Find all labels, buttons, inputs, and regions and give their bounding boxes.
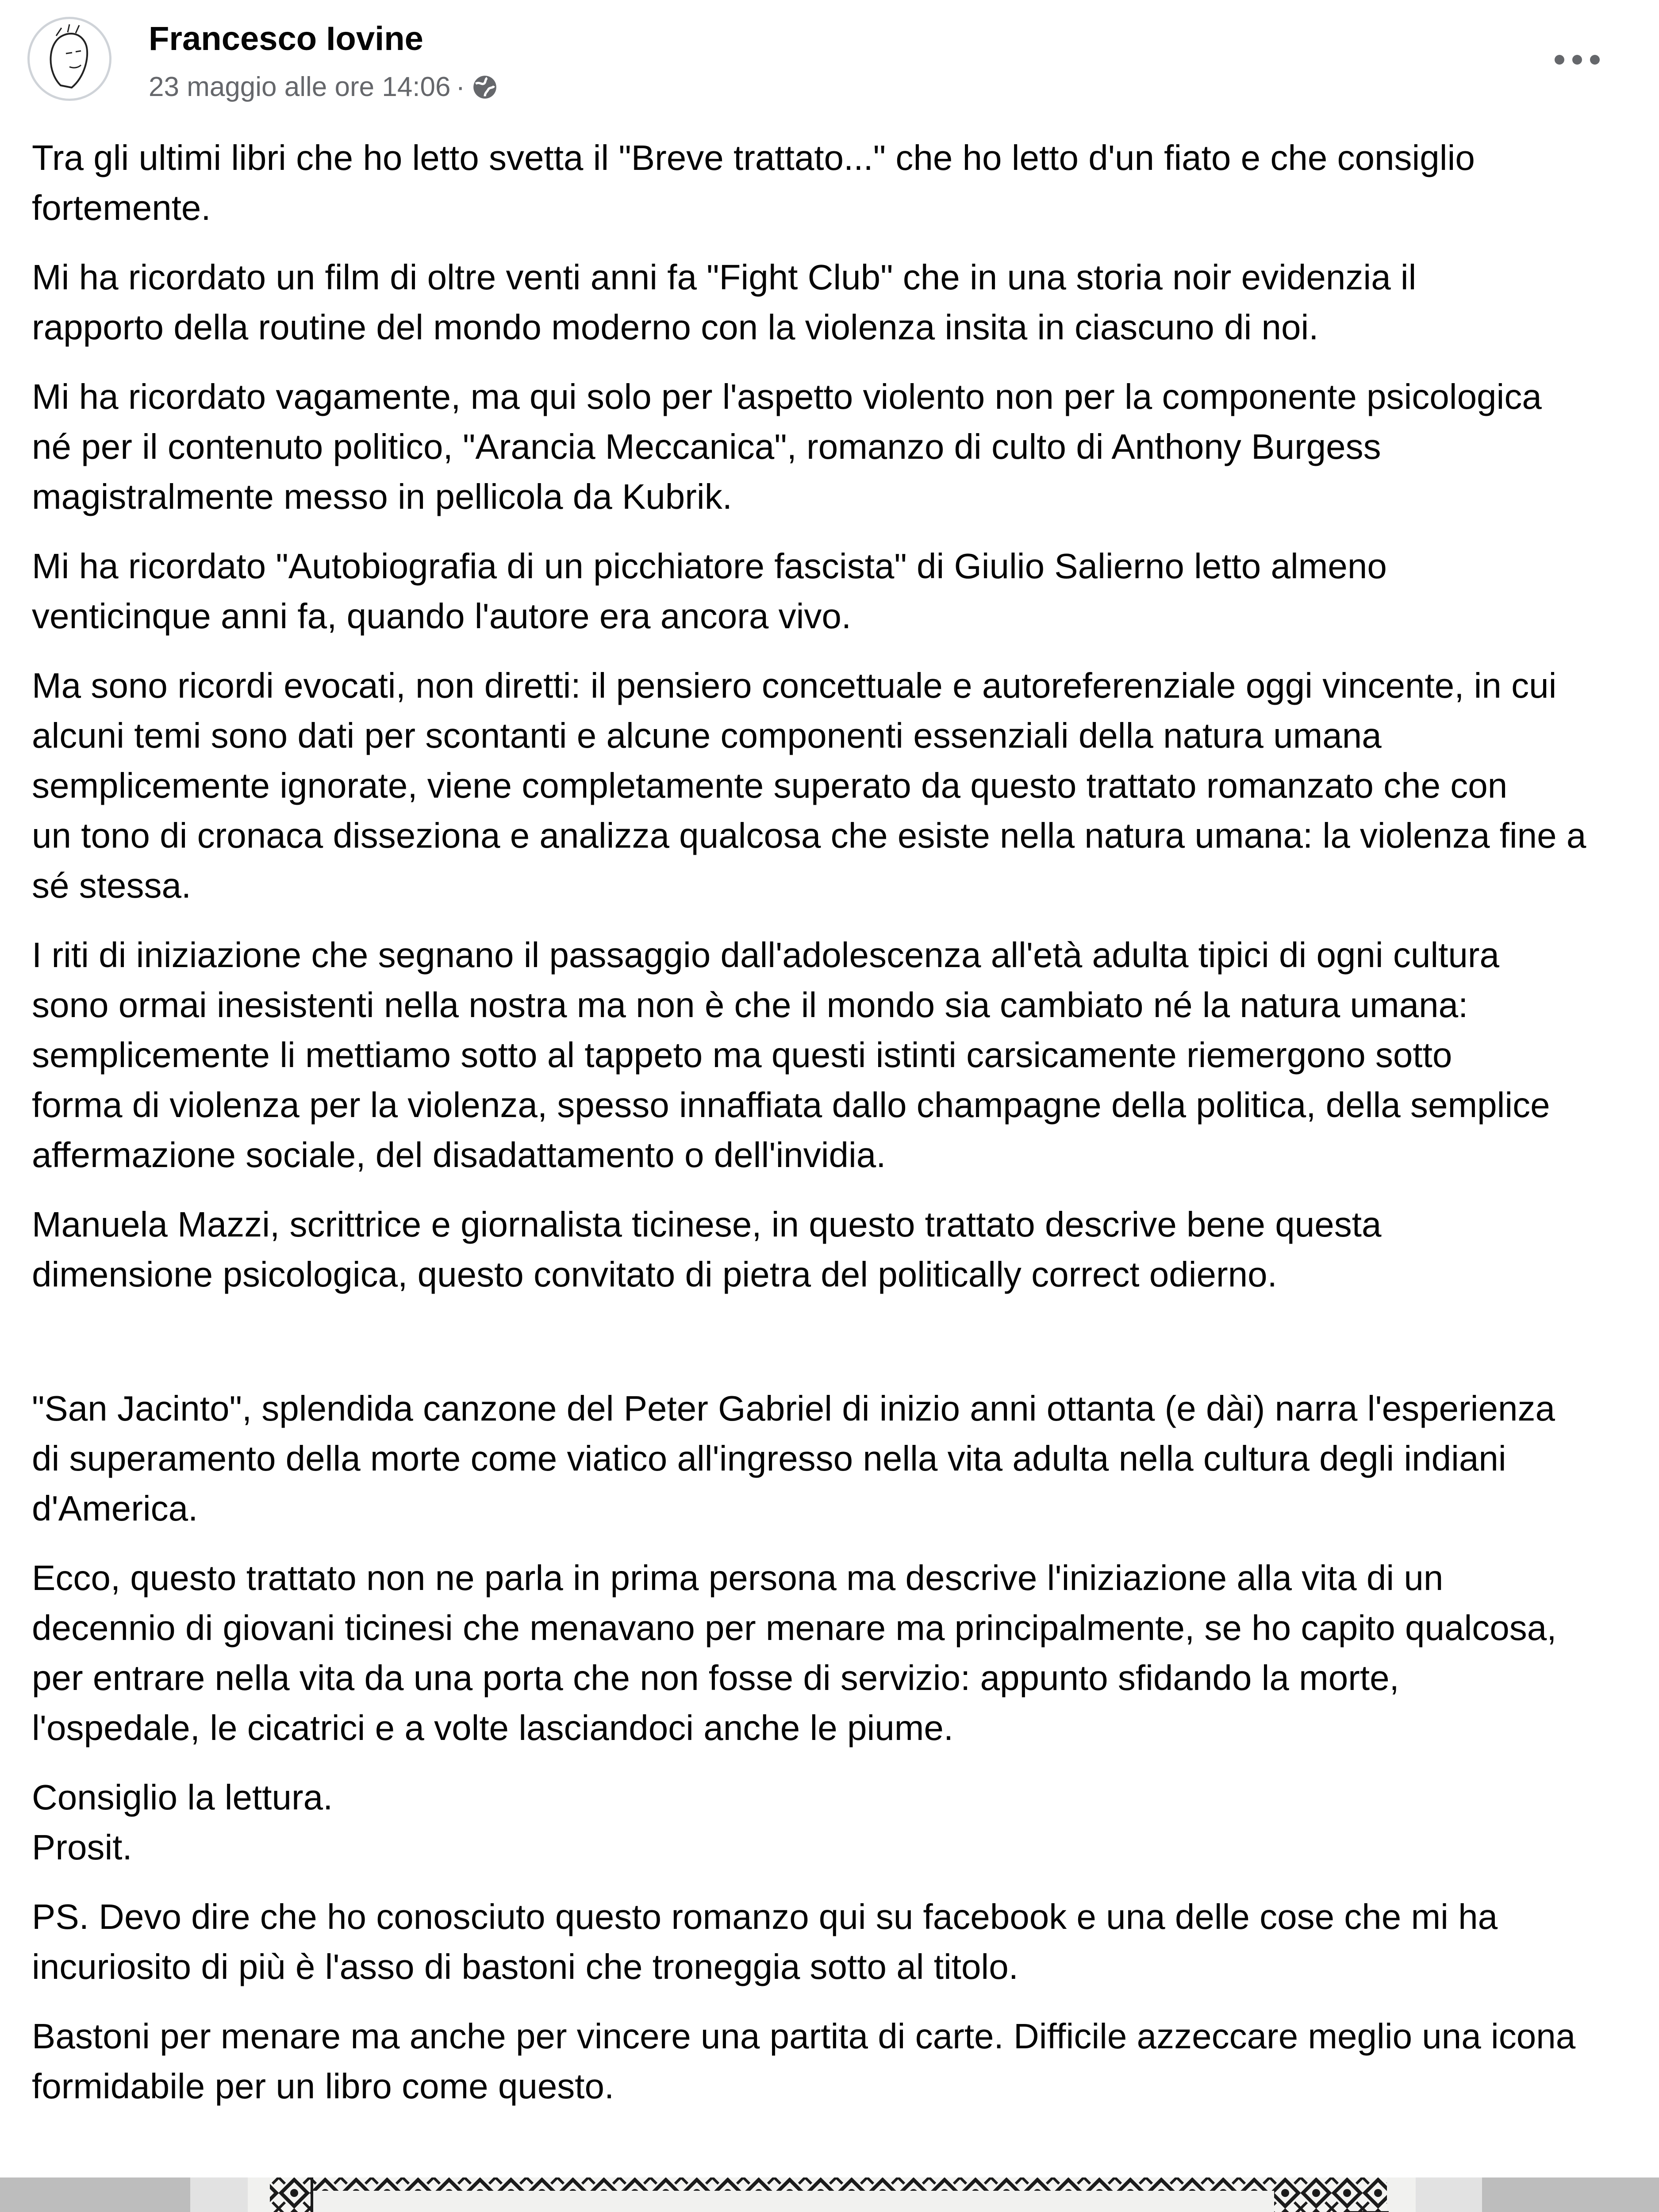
more-options-button[interactable] — [1544, 35, 1610, 84]
avatar-sketch-icon — [30, 19, 109, 99]
post-paragraph: Manuela Mazzi, scrittrice e giornalista ticinese, in questo trattato descrive bene questa dimensione psicologica, questo convitato di pietra del politically correct odierno. — [32, 1205, 1382, 1294]
book-cover-image — [0, 2177, 1659, 2212]
paragraph-gap — [32, 1299, 1642, 1383]
post-paragraph: "San Jacinto", splendida canzone del Peter Gabriel di inizio anni ottanta (e dài) narra l'esperienza di superamento della morte come viatico all'ingresso nella vita adulta nella cultura degli indiani d'America. — [32, 1389, 1555, 1528]
post-header — [0, 0, 1659, 119]
post-paragraph: Bastoni per menare ma anche per vincere una partita di carte. Difficile azzeccare meglio una icona formidabile per un libro come questo. — [32, 2016, 1576, 2106]
post-paragraph: Ecco, questo trattato non ne parla in prima persona ma descrive l'iniziazione alla vita di un decennio di giovani ticinesi che menavano per menare ma principalmente, se ho capito qualcosa, per entrare nella vita da una porta che non fosse di servizio: appunto sfidando la morte, l'ospedale, le cicatrici e a volte lasciandoci anche le piume. — [32, 1558, 1557, 1747]
globe-icon[interactable] — [471, 73, 499, 101]
post-paragraph: Tra gli ultimi libri che ho letto svetta il "Breve trattato..." che ho letto d'un fiato e che consiglio fortemente. — [32, 138, 1475, 227]
post-meta — [149, 67, 499, 107]
post-paragraph: Mi ha ricordato un film di oltre venti anni fa "Fight Club" che in una storia noir evidenzia il rapporto della routine del mondo moderno con la violenza insita in ciascuno di noi. — [32, 257, 1417, 347]
post-paragraph: Mi ha ricordato vagamente, ma qui solo per l'aspetto violento non per la componente psicologica né per il contenuto politico, "Arancia Meccanica", romanzo di culto di Anthony Burgess magistralmente messo in pellicola da Kubrik. — [32, 377, 1542, 516]
avatar[interactable] — [27, 17, 111, 101]
more-horizontal-icon — [1553, 53, 1601, 66]
post-photo[interactable] — [0, 2177, 1659, 2212]
post-paragraph: Consiglio la lettura. Prosit. — [32, 1778, 333, 1867]
post-timestamp[interactable]: 23 maggio alle ore 14:06 — [149, 72, 451, 102]
post-body — [32, 133, 1642, 2131]
author-name[interactable]: Francesco Iovine — [149, 20, 423, 58]
meta-separator: · — [456, 72, 465, 102]
post-paragraph: Mi ha ricordato "Autobiografia di un picchiatore fascista" di Giulio Salierno letto almeno venticinque anni fa, quando l'autore era ancora vivo. — [32, 546, 1387, 636]
post-paragraph: PS. Devo dire che ho conosciuto questo romanzo qui su facebook e una delle cose che mi ha incuriosito di più è l'asso di bastoni che troneggia sotto al titolo. — [32, 1897, 1498, 1986]
post-paragraph: Ma sono ricordi evocati, non diretti: il pensiero concettuale e autoreferenziale oggi vincente, in cui alcuni temi sono dati per scontanti e alcune componenti essenziali della natura umana semplicemente ignorate, viene completamente superato da questo trattato romanzato che con un tono di cronaca disseziona e analizza qualcosa che esiste nella natura umana: la violenza fine a sé stessa. — [32, 666, 1586, 905]
post-paragraph: I riti di iniziazione che segnano il passaggio dall'adolescenza all'età adulta tipici di ogni cultura sono ormai inesistenti nella nostra ma non è che il mondo sia cambiato né la natura umana: semplicemente li mettiamo sotto al tappeto ma questi istinti carsicamente riemergono sotto forma di violenza per la violenza, spesso innaffiata dallo champagne della politica, della semplice affermazione sociale, del disadattamento o dell'invidia. — [32, 935, 1550, 1175]
